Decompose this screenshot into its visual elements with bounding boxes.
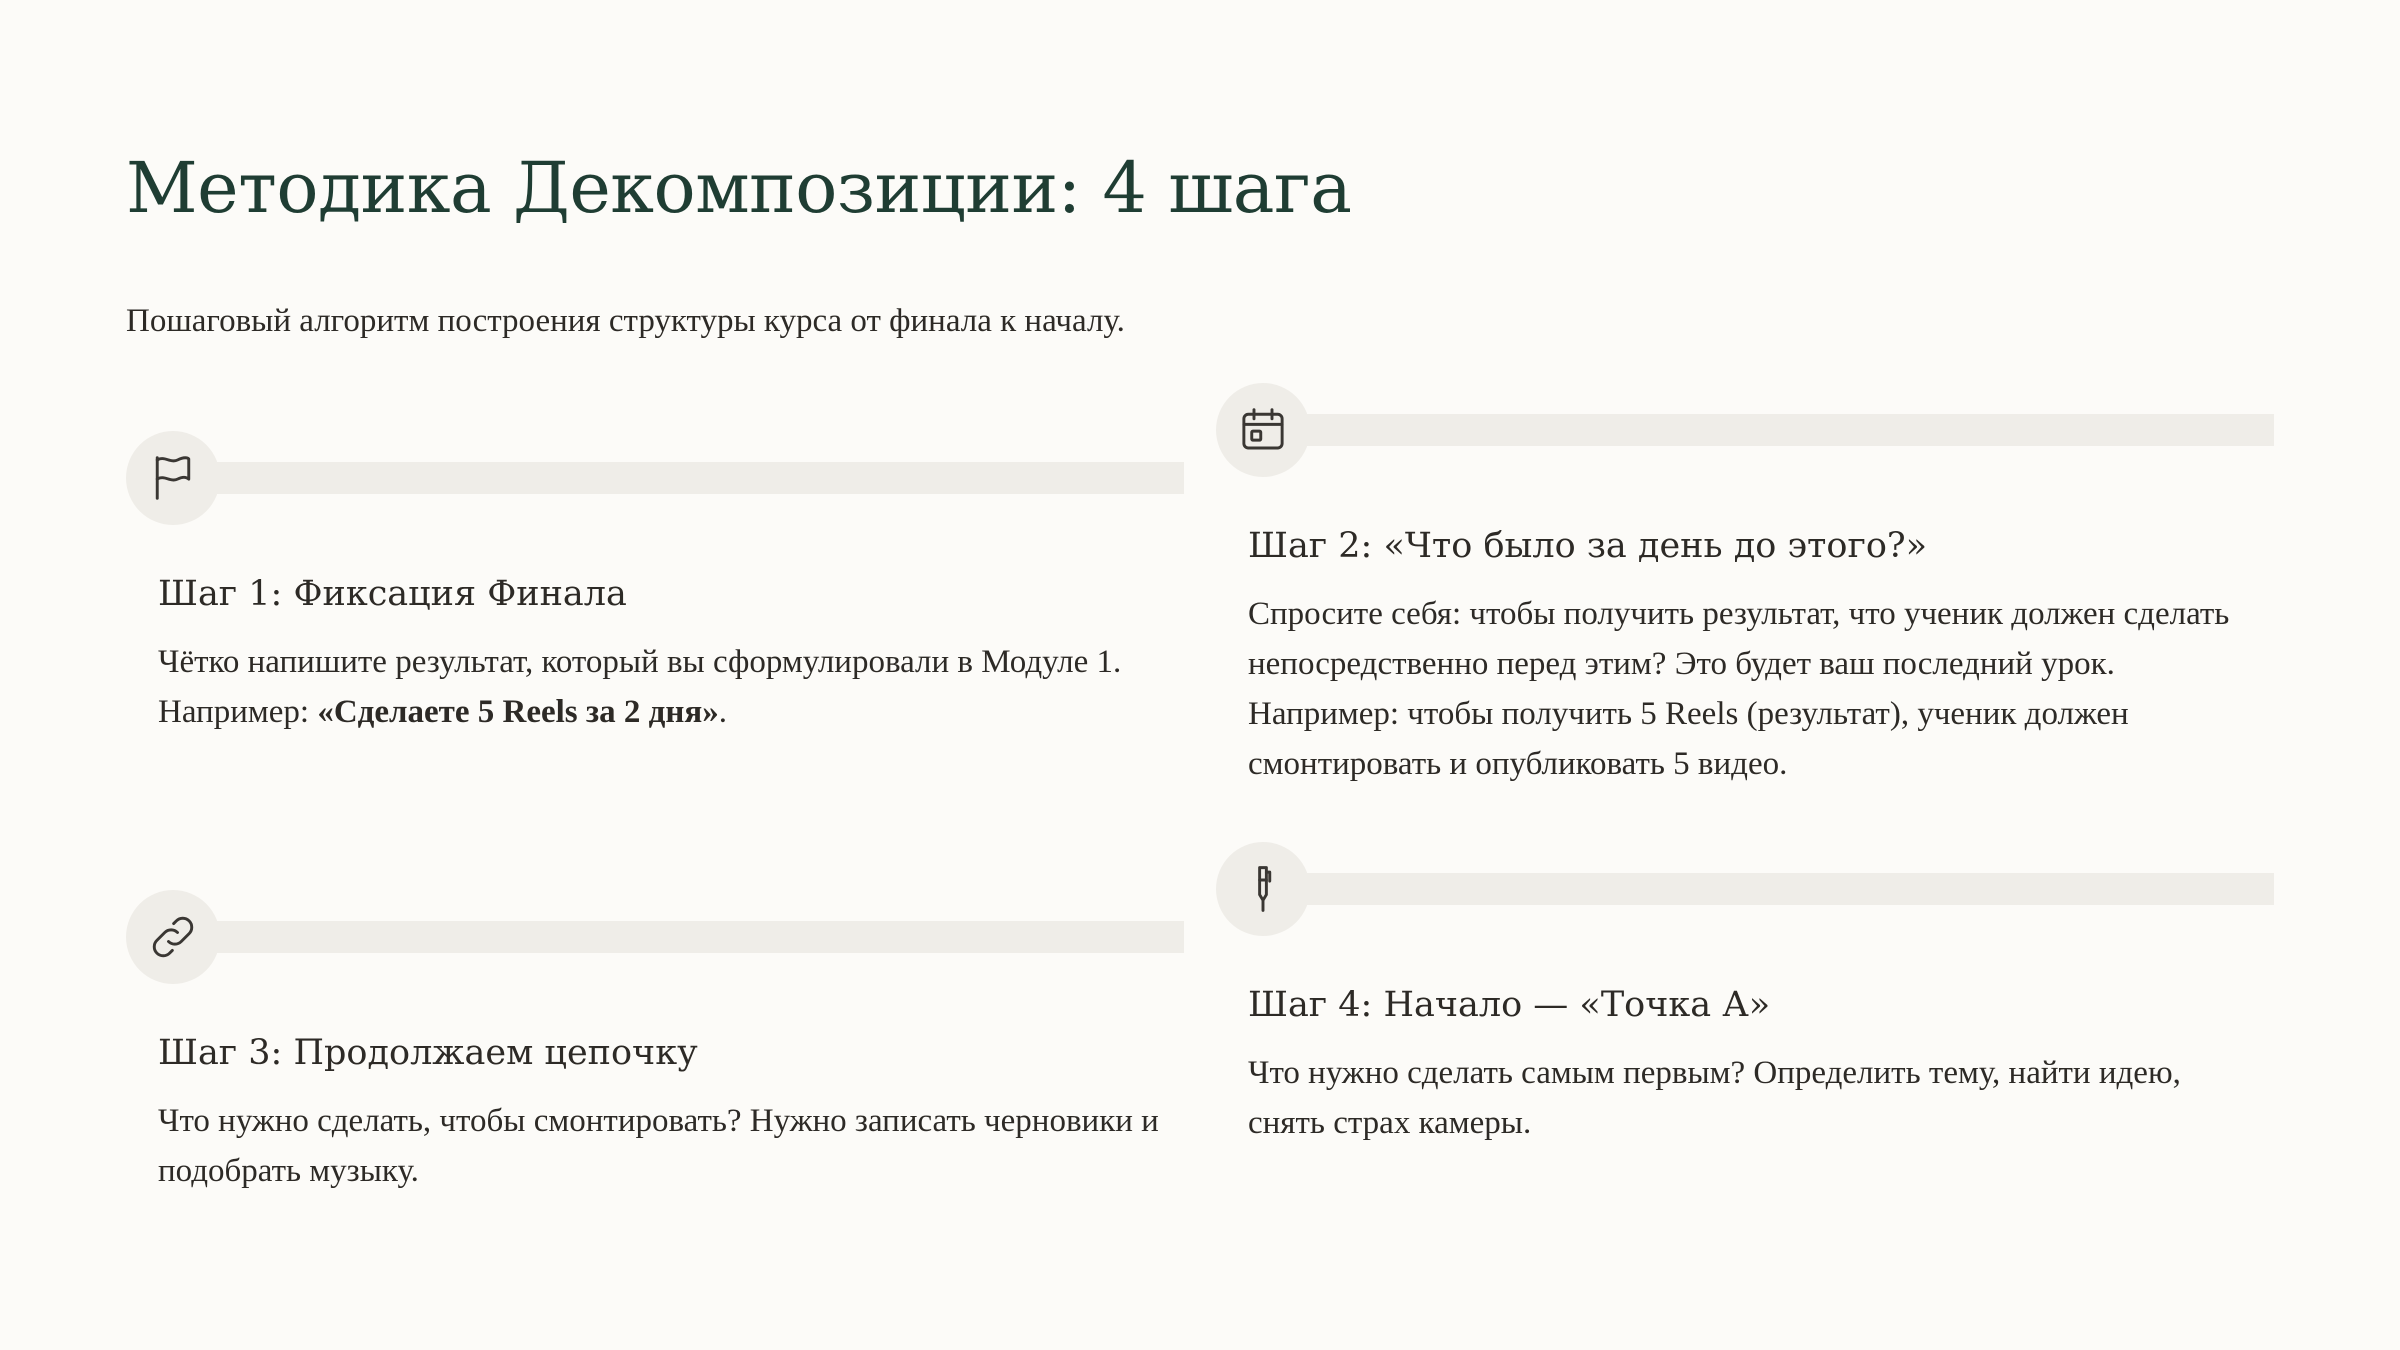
step-header-bar — [166, 921, 1184, 953]
link-icon — [126, 890, 220, 984]
step-card-3 — [126, 890, 1184, 1196]
step-header — [1216, 383, 2274, 477]
step-description: Спросите себя: чтобы получить результат, что ученик должен сделать непосредственно перед этим? Это будет ваш последний урок. Например: чтобы получить 5 Reels (результат), ученик должен смонтировать и опубликовать 5 видео. — [1248, 596, 2230, 782]
step-title: Шаг 4: Начало — «Точка А» — [1248, 985, 1771, 1025]
flag-icon — [126, 431, 220, 525]
step-text-part: Чётко напишите результат, который вы сформулировали в Модуле 1. Например: — [158, 644, 1122, 730]
calendar-icon — [1216, 383, 1310, 477]
step-header-bar — [1256, 873, 2274, 905]
step-header-bar — [1256, 414, 2274, 446]
step-card-2 — [1216, 383, 2274, 789]
step-description: Что нужно сделать, чтобы смонтировать? Нужно записать черновики и подобрать музыку. — [158, 1103, 1159, 1189]
page-title: Методика Декомпозиции: 4 шага — [126, 147, 1352, 229]
step-header — [126, 431, 1184, 525]
step-title: Шаг 1: Фиксация Финала — [158, 574, 627, 614]
step-header — [1216, 842, 2274, 936]
step-header — [126, 890, 1184, 984]
step-card-1 — [126, 431, 1184, 737]
step-title: Шаг 2: «Что было за день до этого?» — [1248, 526, 1928, 566]
step-highlight: «Сделаете 5 Reels за 2 дня» — [317, 694, 719, 730]
step-description — [158, 637, 1168, 737]
pen-icon — [1216, 842, 1310, 936]
step-card-4 — [1216, 842, 2274, 1148]
step-title: Шаг 3: Продолжаем цепочку — [158, 1033, 698, 1073]
step-header-bar — [166, 462, 1184, 494]
step-text-part: . — [718, 694, 727, 730]
step-description: Что нужно сделать самым первым? Определить тему, найти идею, снять страх камеры. — [1248, 1055, 2181, 1141]
page-subtitle: Пошаговый алгоритм построения структуры курса от финала к началу. — [126, 303, 1125, 339]
